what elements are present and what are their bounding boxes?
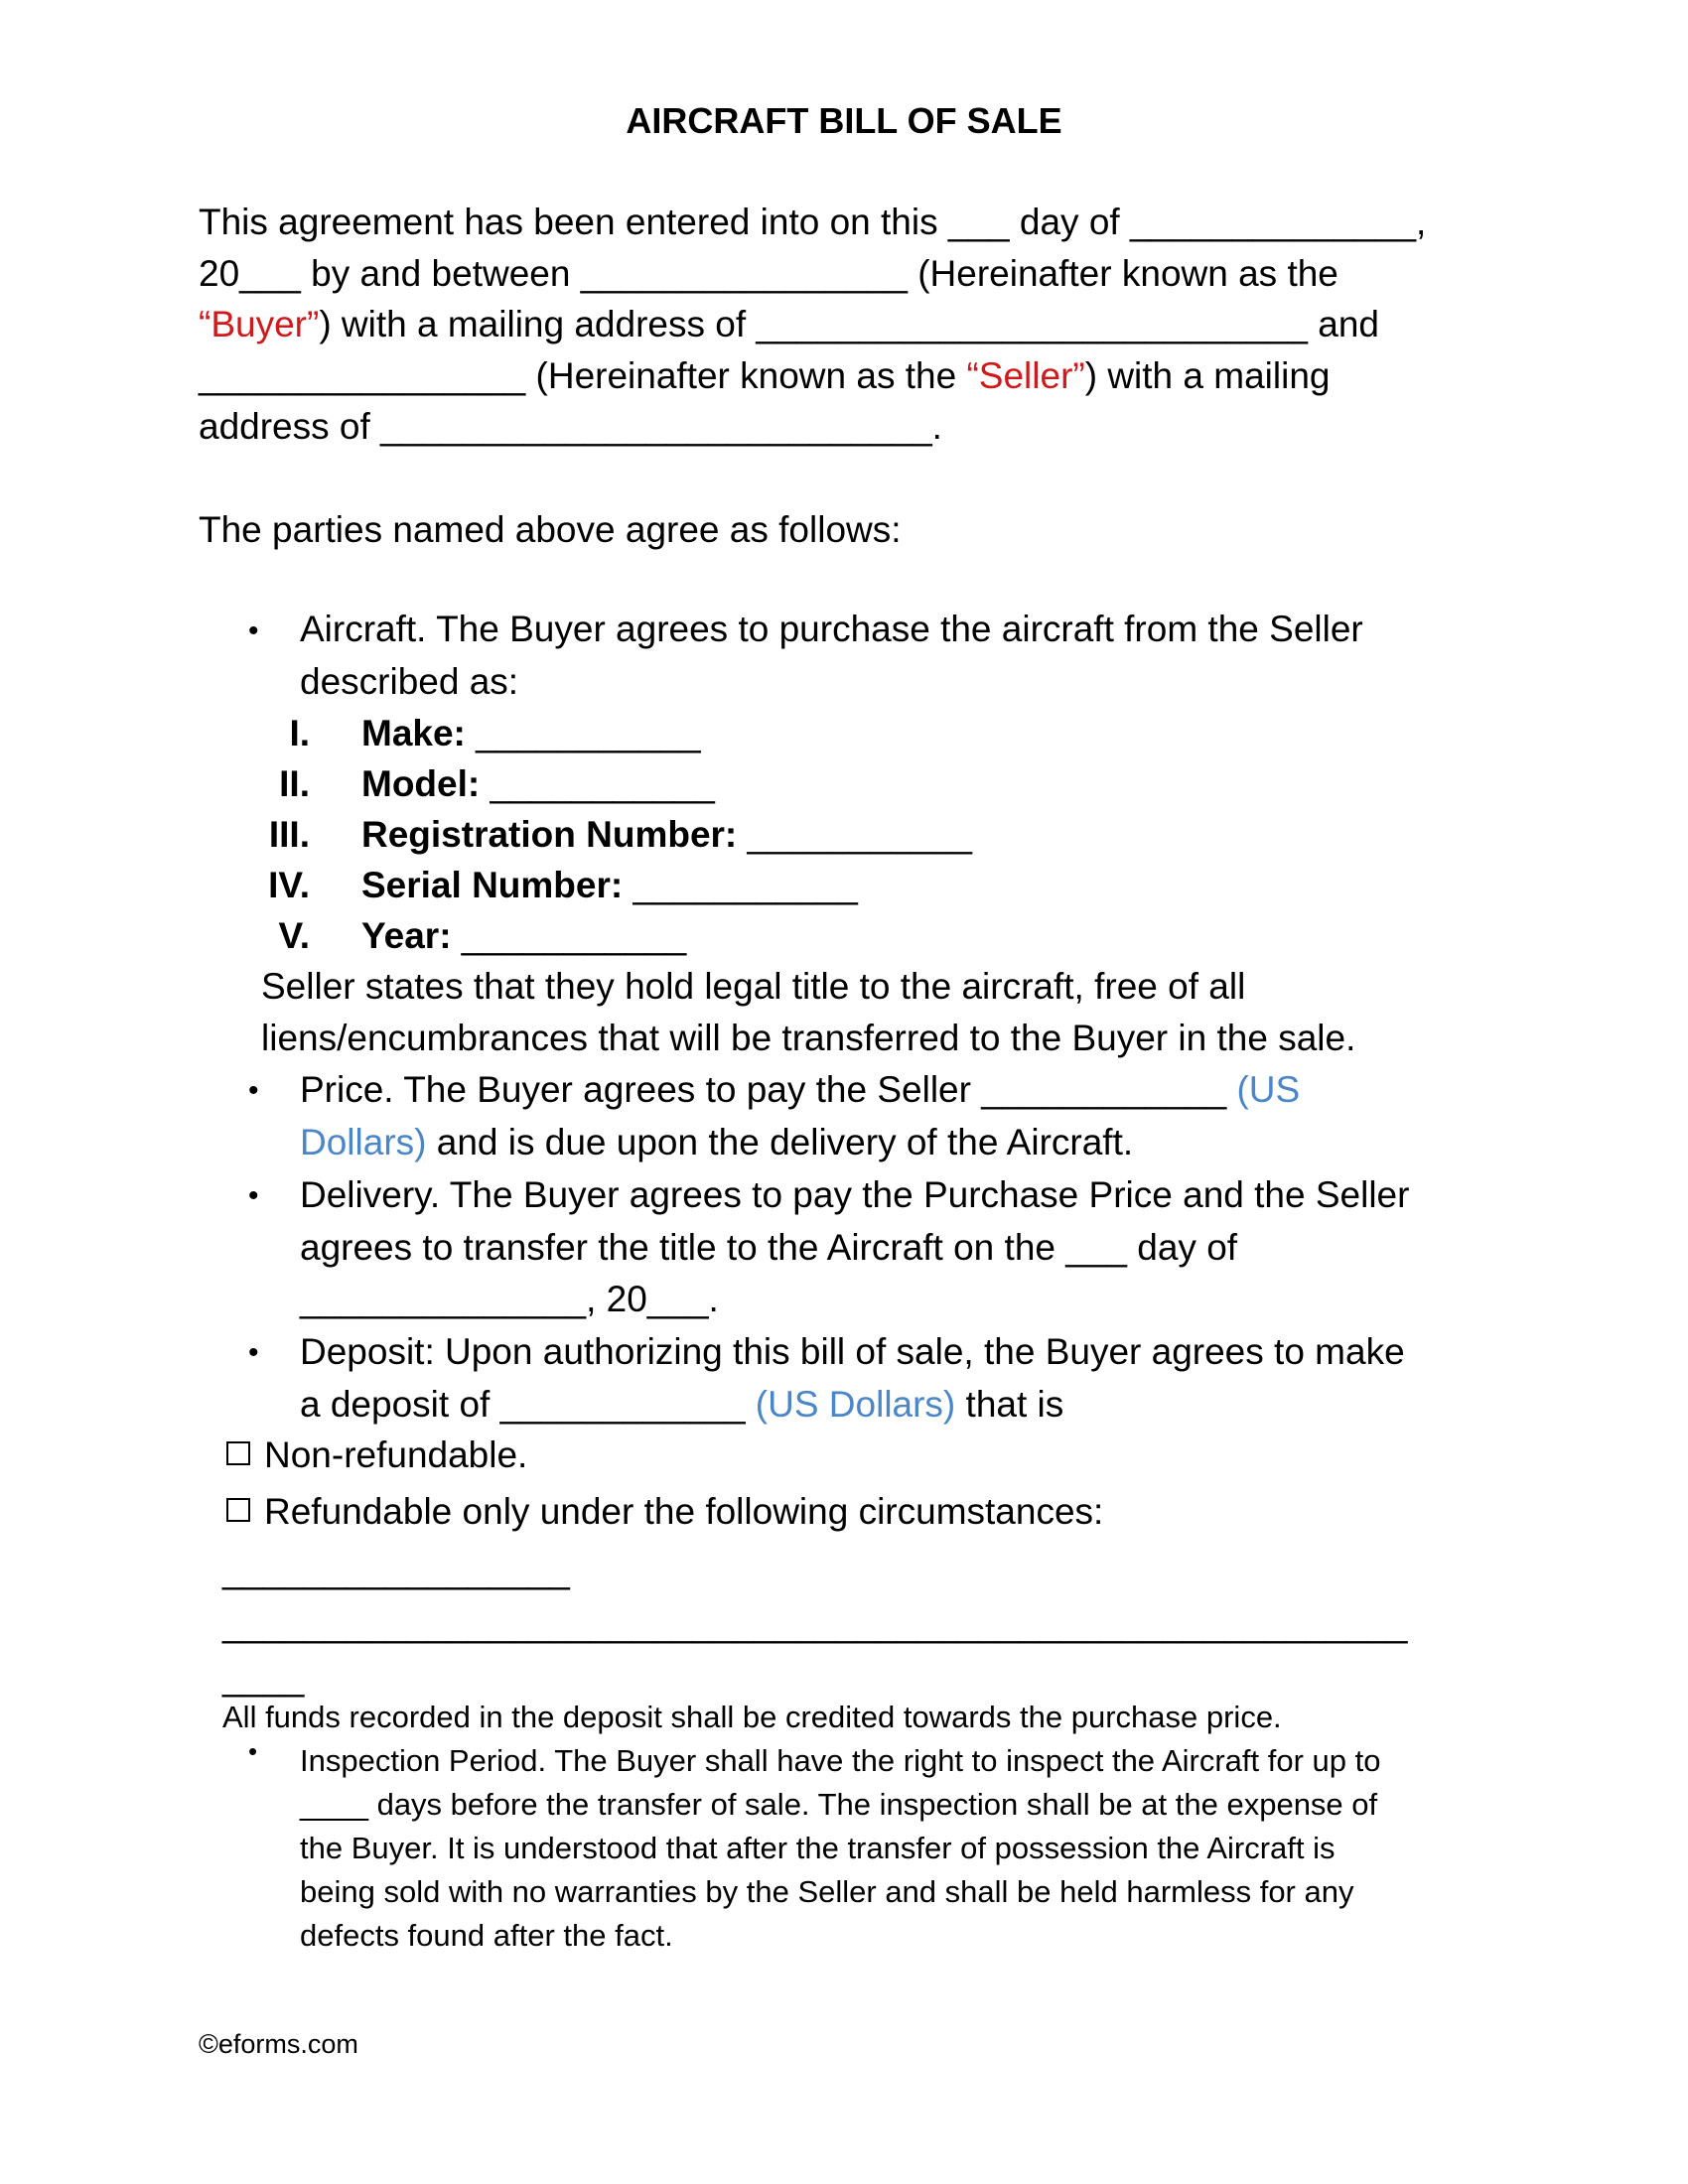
blank-line-2: __________________________________________________________ — [222, 1603, 1408, 1644]
delivery-clause — [300, 1169, 1409, 1326]
spec-serial-blank: ___________ — [633, 865, 858, 905]
checkbox-icon[interactable] — [226, 1498, 250, 1522]
spec-make-blank: ___________ — [476, 713, 701, 753]
document-title: AIRCRAFT BILL OF SALE — [626, 100, 1062, 141]
intro-paragraph — [199, 197, 1509, 453]
price-currency-end: Dollars) — [300, 1121, 427, 1162]
circumstances-blanks — [222, 1544, 1408, 1705]
delivery-line-3: ______________, 20___. — [300, 1279, 719, 1319]
spec-serial — [361, 860, 858, 911]
title-statement-line-2: liens/encumbrances that will be transferred to the Buyer in the sale. — [261, 1017, 1356, 1058]
deposit-clause — [300, 1326, 1405, 1431]
spec-model — [361, 758, 715, 810]
price-line-2-text: and is due upon the delivery of the Aircraft. — [426, 1121, 1134, 1162]
delivery-line-1: Delivery. The Buyer agrees to pay the Purchase Price and the Seller — [300, 1174, 1410, 1215]
option-refundable-label: Refundable only under the following circumstances: — [264, 1491, 1104, 1532]
spec-make — [361, 708, 701, 759]
spec-numeral-make: I. — [289, 713, 310, 753]
funds-note: All funds recorded in the deposit shall be credited towards the purchase price. — [222, 1700, 1282, 1734]
spec-model-blank: ___________ — [490, 763, 715, 804]
spec-registration-blank: ___________ — [747, 814, 972, 855]
inspection-line-5: defects found after the fact. — [300, 1918, 673, 1953]
price-line-1-text: Price. The Buyer agrees to pay the Seller ____________ — [300, 1069, 1237, 1110]
inspection-line-3: the Buyer. It is understood that after the transfer of possession the Aircraft is — [300, 1831, 1336, 1865]
buyer-term: “Buyer” — [199, 304, 320, 344]
option-non-refundable-label: Non-refundable. — [264, 1434, 528, 1475]
seller-term: “Seller” — [966, 354, 1085, 396]
intro-line-1: This agreement has been entered into on this ___ day of ______________, — [199, 202, 1427, 242]
spec-registration-label: Registration Number: — [361, 814, 738, 855]
title-statement — [261, 961, 1355, 1063]
inspection-line-4: being sold with no warranties by the Seller and shall be held harmless for any — [300, 1874, 1354, 1909]
price-clause — [300, 1064, 1300, 1168]
bullet-aircraft: • — [248, 614, 259, 647]
intro-line-2: 20___ by and between ________________ (Hereinafter known as the — [199, 252, 1338, 294]
agree-statement: The parties named above agree as follows: — [199, 509, 902, 550]
option-non-refundable[interactable] — [226, 1430, 527, 1481]
deposit-currency: (US Dollars) — [755, 1383, 956, 1425]
inspection-line-2: ____ days before the transfer of sale. The inspection shall be at the expense of — [300, 1787, 1378, 1822]
inspection-line-1: Inspection Period. The Buyer shall have the right to inspect the Aircraft for up to — [300, 1743, 1381, 1778]
deposit-line-2 — [300, 1379, 1405, 1432]
spec-year-blank: ___________ — [461, 915, 687, 956]
spec-numeral-year: V. — [278, 915, 310, 956]
spec-year — [361, 910, 686, 962]
blank-line-3: ____ — [222, 1657, 305, 1698]
deposit-line-2-text: a deposit of ____________ — [300, 1383, 756, 1425]
intro-line-4 — [199, 350, 1509, 402]
deposit-line-2-end: that is — [955, 1383, 1064, 1425]
checkbox-icon[interactable] — [226, 1441, 250, 1465]
delivery-line-2: agrees to transfer the title to the Aircraft on the ___ day of — [300, 1226, 1238, 1268]
spec-numeral-model: II. — [279, 763, 310, 804]
title-statement-line-1: Seller states that they hold legal title to the aircraft, free of all — [261, 966, 1246, 1007]
spec-registration — [361, 809, 972, 861]
bullet-deposit: • — [248, 1336, 259, 1369]
deposit-line-1: Deposit: Upon authorizing this bill of sale, the Buyer agrees to make — [300, 1331, 1405, 1372]
bullet-inspection: • — [248, 1736, 258, 1766]
spec-numeral-registration: III. — [268, 814, 310, 855]
aircraft-clause — [300, 604, 1363, 708]
spec-make-label: Make: — [361, 713, 466, 753]
option-refundable[interactable] — [226, 1486, 1103, 1538]
price-line-1 — [300, 1064, 1300, 1117]
spec-serial-label: Serial Number: — [361, 865, 624, 905]
spec-numeral-serial: IV. — [268, 865, 310, 905]
price-line-2 — [300, 1117, 1300, 1169]
price-currency-start: (US — [1236, 1069, 1301, 1110]
footer-copyright: ©eforms.com — [199, 2029, 358, 2059]
blank-line-1: _________________ — [222, 1550, 570, 1590]
bullet-delivery: • — [248, 1179, 259, 1212]
aircraft-line-1: Aircraft. The Buyer agrees to purchase the aircraft from the Seller — [300, 609, 1363, 649]
spec-year-label: Year: — [361, 915, 452, 956]
intro-line-3-rest: ) with a mailing address of ___________________________ and — [319, 304, 1380, 344]
bullet-price: • — [248, 1074, 259, 1107]
intro-line-3 — [199, 299, 1509, 350]
intro-line-4-start: ________________ (Hereinafter known as the — [199, 354, 967, 396]
aircraft-line-2: described as: — [300, 660, 519, 702]
intro-line-4-end: ) with a mailing — [1084, 354, 1331, 396]
intro-line-5: address of ___________________________. — [199, 406, 942, 447]
spec-model-label: Model: — [361, 763, 481, 804]
inspection-clause — [300, 1739, 1380, 1958]
